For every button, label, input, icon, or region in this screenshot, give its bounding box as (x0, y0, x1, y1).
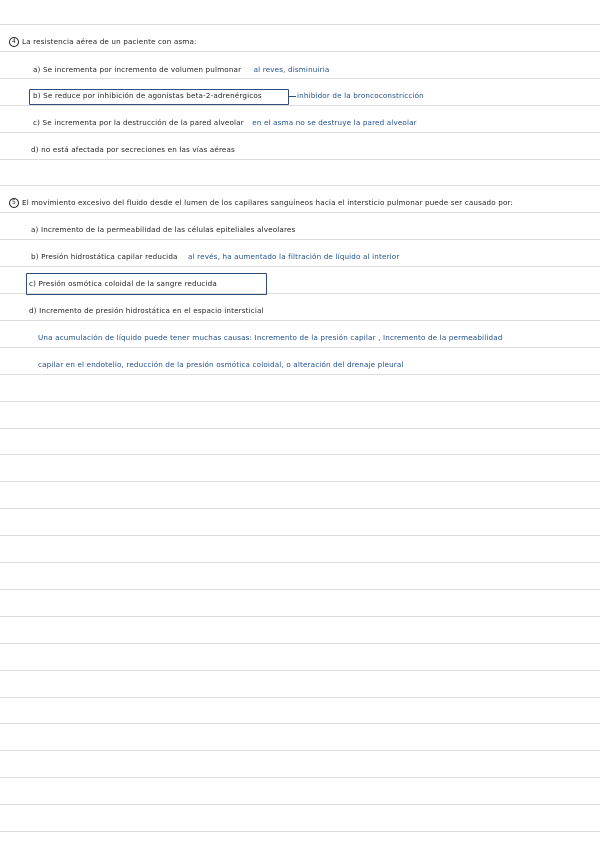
option-text: c) Presión osmótica coloidal de la sangre reducida (29, 279, 217, 288)
question-stem: El movimiento excesivo del fluido desde el lumen de los capilares sanguíneos hacia el intersticio pulmonar puede ser causado por: (22, 198, 514, 207)
option-note: al revés, ha aumentado la filtración de líquido al interior (188, 252, 400, 261)
question-number-badge: 4 (9, 37, 19, 47)
option-note: inhibidor de la broncoconstricción (297, 91, 424, 100)
q5-option-b (31, 252, 399, 262)
option-text: a) Se incrementa por incremento de volumen pulmonar (33, 65, 242, 74)
q4-option-b (33, 91, 262, 101)
option-text: c) Se incrementa por la destrucción de la pared alveolar (33, 118, 244, 127)
q4-option-d (31, 145, 235, 155)
explanation-line-2: capilar en el endotelio, reducción de la presión osmótica coloidal, o alteración del drenaje pleural (38, 360, 404, 369)
q4-option-a (33, 65, 329, 75)
q5-option-a (31, 225, 295, 235)
option-text: a) Incremento de la permeabilidad de las células epiteliales alveolares (31, 225, 296, 234)
question-number-badge: 5 (9, 198, 19, 208)
q4-option-c (33, 118, 417, 128)
connector-line (288, 96, 296, 97)
option-note: al reves, disminuiria (253, 65, 330, 74)
q5-option-d (29, 306, 264, 316)
option-note: en el asma no se destruye la pared alveolar (252, 118, 417, 127)
option-text: b) Se reduce por inhibición de agonistas beta-2-adrenérgicos (33, 91, 262, 100)
option-text: d) Incremento de presión hidrostática en el espacio intersticial (29, 306, 264, 315)
explanation-line-1: Una acumulación de líquido puede tener muchas causas: Incremento de la presión capilar , Incremento de la permeabilidad (38, 333, 503, 342)
option-text: b) Presión hidrostática capilar reducida (31, 252, 178, 261)
question-4 (9, 37, 197, 47)
question-stem: La resistencia aérea de un paciente con asma: (22, 37, 197, 46)
question-5 (9, 198, 513, 208)
option-text: d) no está afectada por secreciones en las vías aéreas (31, 145, 235, 154)
q5-option-c (29, 279, 217, 289)
